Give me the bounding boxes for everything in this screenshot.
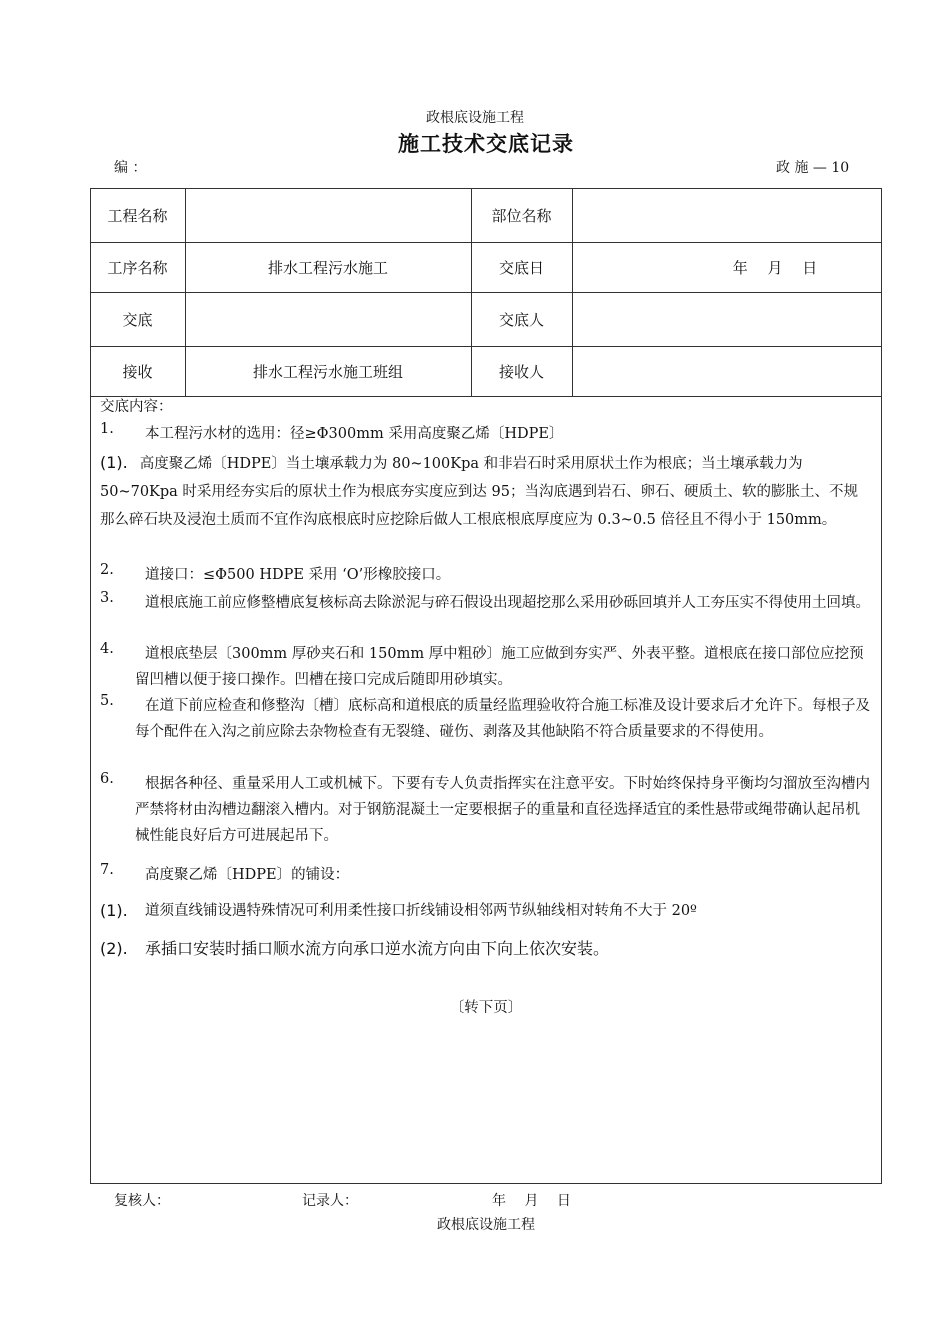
item-text: 承插口安装时插口顺水流方向承口逆水流方向由下向上依次安装。 <box>145 939 610 958</box>
item-number: 6. <box>100 771 114 787</box>
item-text: 高度聚乙烯〔HDPE〕的铺设： <box>145 867 350 883</box>
label-part-name: 部位名称 <box>491 206 552 225</box>
list-item <box>100 934 872 964</box>
item-number: 2. <box>100 562 114 578</box>
item-number: 5. <box>100 693 114 709</box>
list-item <box>100 693 872 771</box>
label-project-name: 工程名称 <box>107 206 168 225</box>
item-text: 道根底施工前应修整槽底复核标高去除淤泥与碎石假设出现超挖那么采用砂砾回填并人工夯压实不得使用土回填。 <box>145 595 870 611</box>
code-label: 编 ： <box>114 160 147 176</box>
list-item <box>100 421 872 447</box>
item-number: (1). <box>100 453 128 472</box>
value-handover[interactable] <box>185 292 471 346</box>
list-item <box>100 771 872 849</box>
list-item <box>100 590 872 642</box>
label-receive: 接收 <box>122 362 153 381</box>
continue-note: 〔转下页〕 <box>449 1000 523 1016</box>
content-heading: 交底内容： <box>100 399 173 415</box>
footer-date: 年 月 日 <box>492 1193 571 1209</box>
item-number: 4. <box>100 641 114 657</box>
item-text: 道须直线铺设遇特殊情况可利用柔性接口折线铺设相邻两节纵轴线相对转角不大于 20º <box>145 903 697 919</box>
recorder-label: 记录人： <box>302 1193 358 1209</box>
org-name-footer: 政根底设施工程 <box>437 1217 535 1233</box>
value-receive[interactable]: 排水工程污水施工班组 <box>252 362 403 381</box>
item-text: 在道下前应检查和修整沟〔槽〕底标高和道根底的质量经监理验收符合施工标准及设计要求后才允许下。每根子及每个配件在入沟之前应除去杂物检查有无裂缝、碰伤、剥落及其他缺陷不符合质量要求的不得使用。 <box>135 698 870 740</box>
item-text: 高度聚乙烯〔HDPE〕当土壤承载力为 80~100Kpa 和非岩石时采用原状土作为根底；当土壤承载力为 50~70Kpa 时采用经夯实后的原状土作为根底夯实度应到达 95；当沟底遇到岩石、卵石、硬质土、软的膨胀土、不规那么碎石块及浸泡土质而不宜作沟底根底时应挖除后做人工根底根底厚度应为 0.3~0.5 倍径且不得小于 150mm。 <box>100 456 858 528</box>
item-number: (2). <box>100 939 128 958</box>
list-item <box>100 449 872 561</box>
form-number: 政 施 — 10 <box>776 160 850 176</box>
list-item <box>100 641 872 693</box>
item-text: 道根底垫层〔300mm 厚砂夹石和 150mm 厚中粗砂〕施工应做到夯实严、外表平整。道根底在接口部位应挖预留凹槽以便于接口操作。凹槽在接口完成后随即用砂填实。 <box>135 646 864 688</box>
item-text: 道接口：≤Φ500 HDPE 采用 ‘O’形橡胶接口。 <box>145 567 451 583</box>
value-part-name[interactable] <box>572 188 882 242</box>
label-handover: 交底 <box>122 310 153 329</box>
value-handover-date[interactable]: 年 月 日 <box>732 258 818 277</box>
item-number: 1. <box>100 421 114 437</box>
label-process-name: 工序名称 <box>107 258 168 277</box>
value-process-name[interactable]: 排水工程污水施工 <box>267 258 388 277</box>
item-number: 3. <box>100 590 114 606</box>
item-number: (1). <box>100 901 128 920</box>
org-name-header: 政根底设施工程 <box>426 110 524 126</box>
document-title: 施工技术交底记录 <box>398 131 574 156</box>
list-item <box>100 862 872 888</box>
item-text: 本工程污水材的选用：径≥Φ300mm 采用高度聚乙烯〔HDPE〕 <box>145 426 564 442</box>
reviewer-label: 复核人： <box>114 1193 170 1209</box>
value-handover-person[interactable] <box>572 292 882 346</box>
item-text: 根据各种径、重量采用人工或机械下。下要有专人负责指挥实在注意平安。下时始终保持身平衡均匀溜放至沟槽内严禁将材由沟槽边翻滚入槽内。对于钢筋混凝土一定要根据子的重量和直径选择适宜的柔性悬带或绳带确认起吊机械性能良好后方可进展起吊下。 <box>135 776 870 844</box>
label-handover-person: 交底人 <box>498 310 544 329</box>
label-receiver: 接收人 <box>498 362 544 381</box>
item-number: 7. <box>100 862 114 878</box>
list-item <box>100 897 872 925</box>
list-item <box>100 562 872 588</box>
label-handover-date: 交底日 <box>498 258 544 277</box>
value-receiver[interactable] <box>572 346 882 396</box>
value-project-name[interactable] <box>185 188 471 242</box>
